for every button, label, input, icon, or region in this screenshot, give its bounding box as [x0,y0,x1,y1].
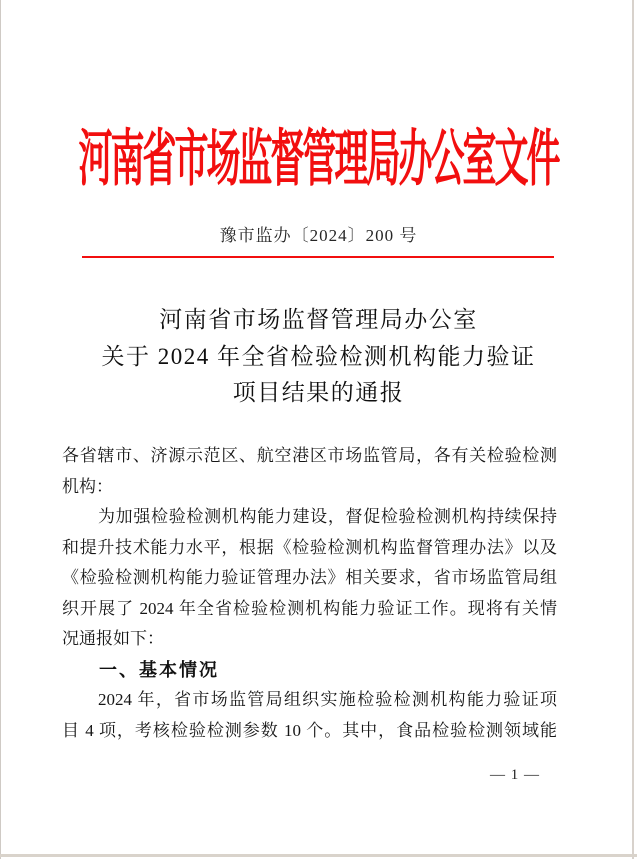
document-title-line-1: 河南省市场监督管理局办公室 [159,307,478,332]
document-title [40,302,597,412]
red-separator-line [82,256,554,258]
body-line-salutation: 各省辖市、济源示范区、航空港区市场监管局，各有关检验检测 [62,446,557,465]
body-line-salutation-2: 机构： [62,476,113,496]
document-body [62,441,557,746]
body-line: 为加强检验检测机构能力建设，督促检验检测机构持续保持 [98,507,557,526]
agency-banner-title: 河南省市场监督管理局办公室文件 [78,127,559,194]
page-bottom-edge [0,854,637,857]
document-title-line-2: 关于 2024 年全省检验检测机构能力验证 [101,343,536,369]
page-left-edge [0,0,1,859]
document-number: 豫市监办〔2024〕200 号 [219,226,418,245]
section-heading: 一、基本情况 [99,659,219,680]
body-line: 2024 年，省市场监管局组织实施检验检测机构能力验证项 [98,690,557,709]
body-line: 《检验检测机构能力验证管理办法》相关要求，省市场监管局组 [62,568,557,587]
body-line: 目 4 项，考核检验检测参数 10 个。其中，食品检验检测领域能 [62,720,557,740]
page-right-edge [632,0,634,859]
page-number: — 1 — [490,767,540,783]
body-line: 和提升技术能力水平，根据《检验检测机构监督管理办法》以及 [62,537,557,557]
document-title-line-3: 项目结果的通报 [232,380,405,405]
body-line: 况通报如下： [62,629,164,648]
body-line: 织开展了 2024 年全省检验检测机构能力验证工作。现将有关情 [62,598,557,618]
